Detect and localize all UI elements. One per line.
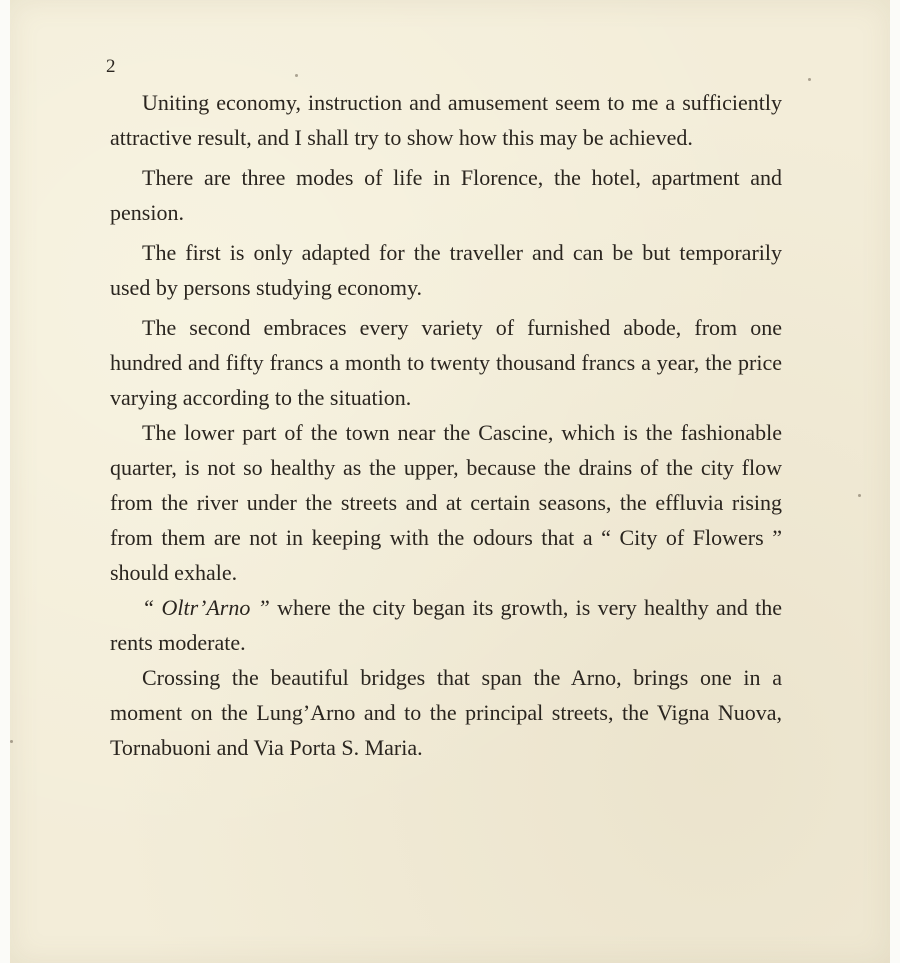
paragraph-6-text: where the city began its growth, is very healthy and the rents moderate. xyxy=(110,595,782,655)
paragraph-1: Uniting economy, instruction and amusement seem to me a sufficiently attractive result, and I shall try to show how this may be achieved. xyxy=(110,90,782,150)
paragraph-4: The second embraces every variety of furnished abode, from one hundred and fifty francs a month to twenty thousand francs a year, the price varying according to the situation. xyxy=(110,315,782,410)
paragraph-5: The lower part of the town near the Cascine, which is the fashionable quarter, is not so healthy as the upper, because the drains of the city flow from the river under the streets and at certain seasons, the effluvia rising from them are not in keeping with the odours that a “ City of Flowers ” should exhale. xyxy=(110,420,782,585)
paragraph-2: There are three modes of life in Florence, the hotel, apartment and pension. xyxy=(110,165,782,225)
paper-speck xyxy=(858,494,861,497)
book-page xyxy=(10,0,890,963)
paper-speck xyxy=(808,78,811,81)
oltrarno-italic: “ Oltr’Arno ” xyxy=(142,595,270,620)
paragraph-3: The first is only adapted for the traveller and can be but temporarily used by persons studying economy. xyxy=(110,240,782,300)
page-number: 2 xyxy=(106,56,116,77)
body-text xyxy=(110,85,782,765)
paper-speck xyxy=(295,74,298,77)
paper-speck xyxy=(10,740,13,743)
paragraph-7: Crossing the beautiful bridges that span the Arno, brings one in a moment on the Lung’Arno and to the principal streets, the Vigna Nuova, Tornabuoni and Via Porta S. Maria. xyxy=(110,665,782,760)
paragraph-6 xyxy=(110,590,782,660)
